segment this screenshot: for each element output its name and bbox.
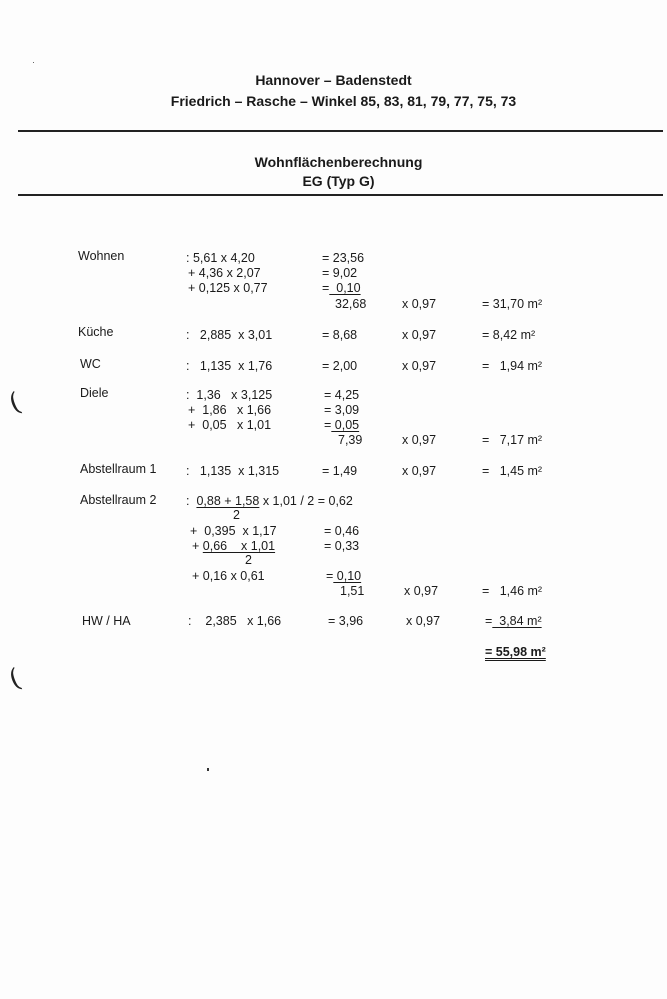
- calc-result: = 0,46: [324, 524, 360, 538]
- calc-result: = 8,68: [322, 328, 358, 342]
- calc-line: + 0,395 x 1,17: [190, 524, 277, 538]
- row-total: = 8,42 m²: [482, 328, 536, 342]
- row-total: = 1,46 m²: [482, 584, 543, 598]
- calc-line: : 2,885 x 3,01: [186, 328, 273, 342]
- row-total: = 1,45 m²: [482, 464, 543, 478]
- scan-mark: (: [5, 387, 25, 419]
- factor: x 0,97: [406, 614, 441, 628]
- calc-line: + 0,66 x 1,01: [192, 539, 276, 553]
- factor: x 0,97: [402, 359, 437, 373]
- subtotal: 7,39: [338, 433, 363, 447]
- row-label-abstellraum-2: Abstellraum 2: [80, 493, 157, 507]
- calc-line: + 1,86 x 1,66: [188, 403, 272, 417]
- row-total: = 3,84 m²: [485, 614, 542, 628]
- row-label-wohnen: Wohnen: [78, 249, 125, 263]
- calc-result: = 0,10: [322, 281, 361, 295]
- calc-result: = 4,25: [324, 388, 360, 402]
- calc-line: : 2,385 x 1,66: [188, 614, 282, 628]
- header-line-1: Hannover – Badenstedt: [255, 72, 412, 88]
- factor: x 0,97: [402, 297, 437, 311]
- calc-line: + 0,05 x 1,01: [188, 418, 272, 432]
- calc-line: : 1,36 x 3,125: [186, 388, 273, 402]
- calc-result: = 0,10: [326, 569, 362, 583]
- header-line-2: Friedrich – Rasche – Winkel 85, 83, 81, 79, 77, 75, 73: [170, 93, 517, 109]
- calc-result: = 9,02: [322, 266, 358, 280]
- row-total: = 31,70 m²: [482, 297, 543, 311]
- calc-result: = 0,33: [324, 539, 360, 553]
- row-label-diele: Diele: [80, 386, 109, 400]
- factor: x 0,97: [402, 328, 437, 342]
- calc-line: : 5,61 x 4,20: [186, 251, 255, 265]
- row-label-kueche: Küche: [78, 325, 114, 339]
- subtotal: 1,51: [340, 584, 365, 598]
- calc-line: + 4,36 x 2,07: [188, 266, 261, 280]
- section-title: Wohnflächenberechnung: [254, 154, 423, 170]
- fraction-denominator: 2: [233, 508, 240, 522]
- row-label-abstellraum-1: Abstellraum 1: [80, 462, 157, 476]
- subtotal: 32,68: [335, 297, 367, 311]
- calc-result: = 2,00: [322, 359, 358, 373]
- section-subtitle: EG (Typ G): [302, 173, 375, 189]
- fraction-denominator: 2: [245, 553, 252, 567]
- calc-result: = 3,09: [324, 403, 360, 417]
- calc-line: : 1,135 x 1,76: [186, 359, 273, 373]
- top-rule: [18, 130, 663, 132]
- scan-speck: [33, 62, 34, 63]
- calc-result: = 23,56: [322, 251, 365, 265]
- factor: x 0,97: [402, 433, 437, 447]
- calc-line: + 0,16 x 0,61: [192, 569, 265, 583]
- scan-speck: [207, 768, 209, 771]
- bottom-rule: [18, 194, 663, 196]
- calc-line: + 0,125 x 0,77: [188, 281, 268, 295]
- row-total: = 1,94 m²: [482, 359, 543, 373]
- calc-result: = 0,05: [324, 418, 360, 432]
- factor: x 0,97: [404, 584, 439, 598]
- calc-result: = 1,49: [322, 464, 358, 478]
- factor: x 0,97: [402, 464, 437, 478]
- calc-line: : 0,88 + 1,58 x 1,01 / 2 = 0,62: [186, 494, 353, 508]
- row-label-hw-ha: HW / HA: [82, 614, 131, 628]
- scan-mark: (: [5, 663, 25, 695]
- grand-total: = 55,98 m²: [485, 645, 546, 659]
- calc-line: : 1,135 x 1,315: [186, 464, 280, 478]
- row-label-wc: WC: [80, 357, 101, 371]
- row-total: = 7,17 m²: [482, 433, 543, 447]
- calc-result: = 3,96: [328, 614, 364, 628]
